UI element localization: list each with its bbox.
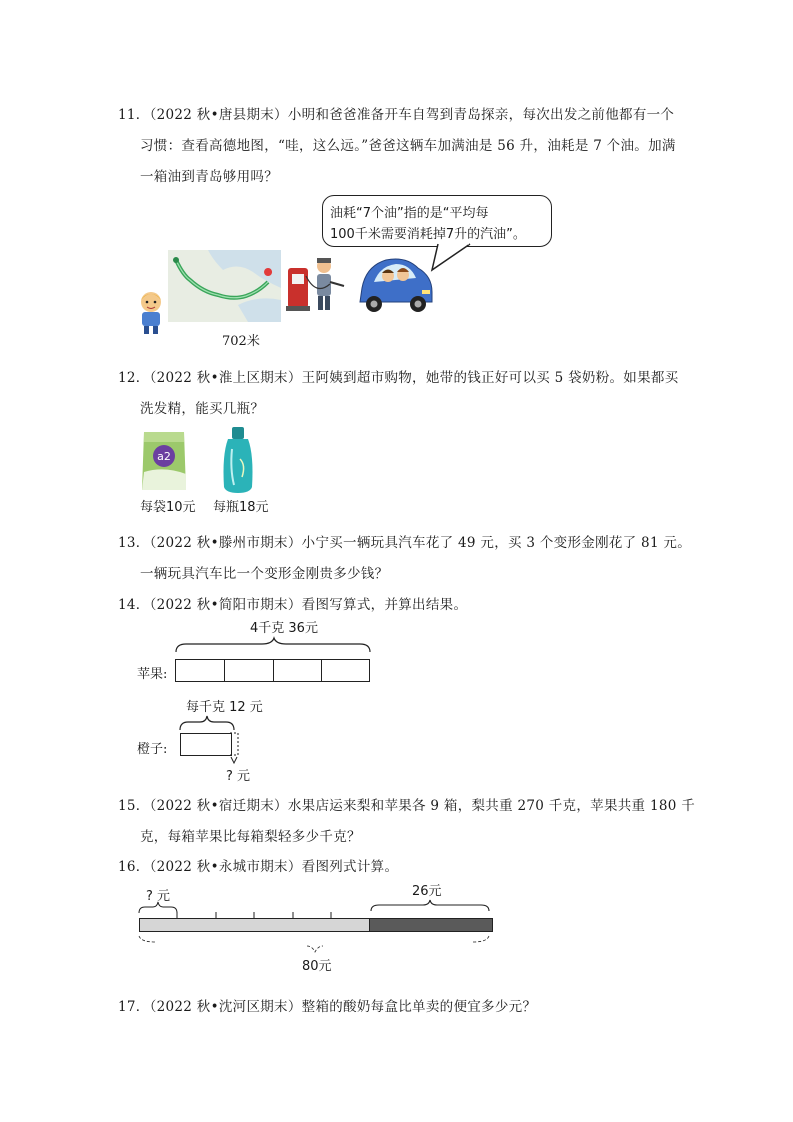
milk-powder-bag (140, 428, 188, 494)
apple-total-label: 4千克 36元 (250, 621, 318, 636)
bubble-line-1: 油耗“7个油”指的是“平均每 (330, 206, 489, 221)
q16-bottom-label: 80元 (302, 959, 332, 974)
q12-line-2: 洗发精，能买几瓶？ (140, 401, 265, 417)
orange-bar (180, 733, 232, 756)
route-map (168, 250, 281, 322)
q15-line-1: 15．（2022 秋•宿迁期末）水果店运来梨和苹果各 9 箱，梨共重 270 千克，苹果共重 180 千 (118, 798, 696, 814)
apple-label: 苹果: (137, 667, 168, 682)
q17-line-1: 17．（2022 秋•沈河区期末）整箱的酸奶每盒比单卖的便宜多少元？ (118, 999, 537, 1015)
apple-bar-divider-1 (224, 660, 225, 681)
q15-line-2: 克，每箱苹果比每箱梨轻多少千克？ (140, 829, 361, 845)
q16-bottom-brace (137, 934, 497, 954)
orange-brace (178, 714, 238, 732)
speech-bubble-tail (430, 240, 500, 280)
q16-bar-dark (369, 918, 493, 932)
boy-illustration (136, 290, 166, 334)
q11-line-1: 11．（2022 秋•唐县期末）小明和爸爸准备开车自驾到青岛探亲，每次出发之前他都有一个 (118, 107, 675, 123)
shampoo-price-label: 每瓶18元 (213, 500, 269, 515)
milk-logo-text: a2 (157, 450, 171, 463)
orange-label: 橙子: (137, 742, 168, 757)
q16-right-label: 26元 (412, 884, 442, 899)
q12-line-1: 12．（2022 秋•淮上区期末）王阿姨到超市购物，她带的钱正好可以买 5 袋奶粉。如果都买 (118, 370, 679, 386)
q16-tick-marks (139, 912, 379, 924)
q16-right-brace (369, 899, 495, 913)
gas-pump-illustration (286, 256, 348, 314)
apple-bar-divider-2 (273, 660, 274, 681)
q11-line-2: 习惯：查看高德地图，“哇，这么远。”爸爸这辆车加满油是 56 升，油耗是 7 个油。加满 (140, 138, 676, 154)
bubble-line-2: 100千米需要消耗掉7升的汽油”。 (330, 227, 526, 242)
q16-question-label: ? 元 (146, 889, 171, 904)
apple-bar-divider-3 (321, 660, 322, 681)
q11-line-3: 一箱油到青岛够用吗？ (140, 169, 278, 185)
q13-line-2: 一辆玩具汽车比一个变形金刚贵多少钱？ (140, 566, 389, 582)
distance-label: 702米 (222, 334, 260, 349)
q14-line-1: 14．（2022 秋•简阳市期末）看图写算式，并算出结果。 (118, 597, 468, 613)
orange-unit-label: 每千克 12 元 (186, 700, 263, 715)
apple-bar (175, 659, 370, 682)
orange-question-label: ? 元 (226, 769, 251, 784)
shampoo-bottle (220, 425, 256, 495)
apple-brace (174, 636, 374, 656)
q13-line-1: 13．（2022 秋•滕州市期末）小宁买一辆玩具汽车花了 49 元，买 3 个变形金刚花了 81 元。 (118, 535, 692, 551)
family-car-illustration (356, 252, 436, 314)
milk-price-label: 每袋10元 (140, 500, 196, 515)
q16-line-1: 16．（2022 秋•永城市期末）看图列式计算。 (118, 859, 399, 875)
